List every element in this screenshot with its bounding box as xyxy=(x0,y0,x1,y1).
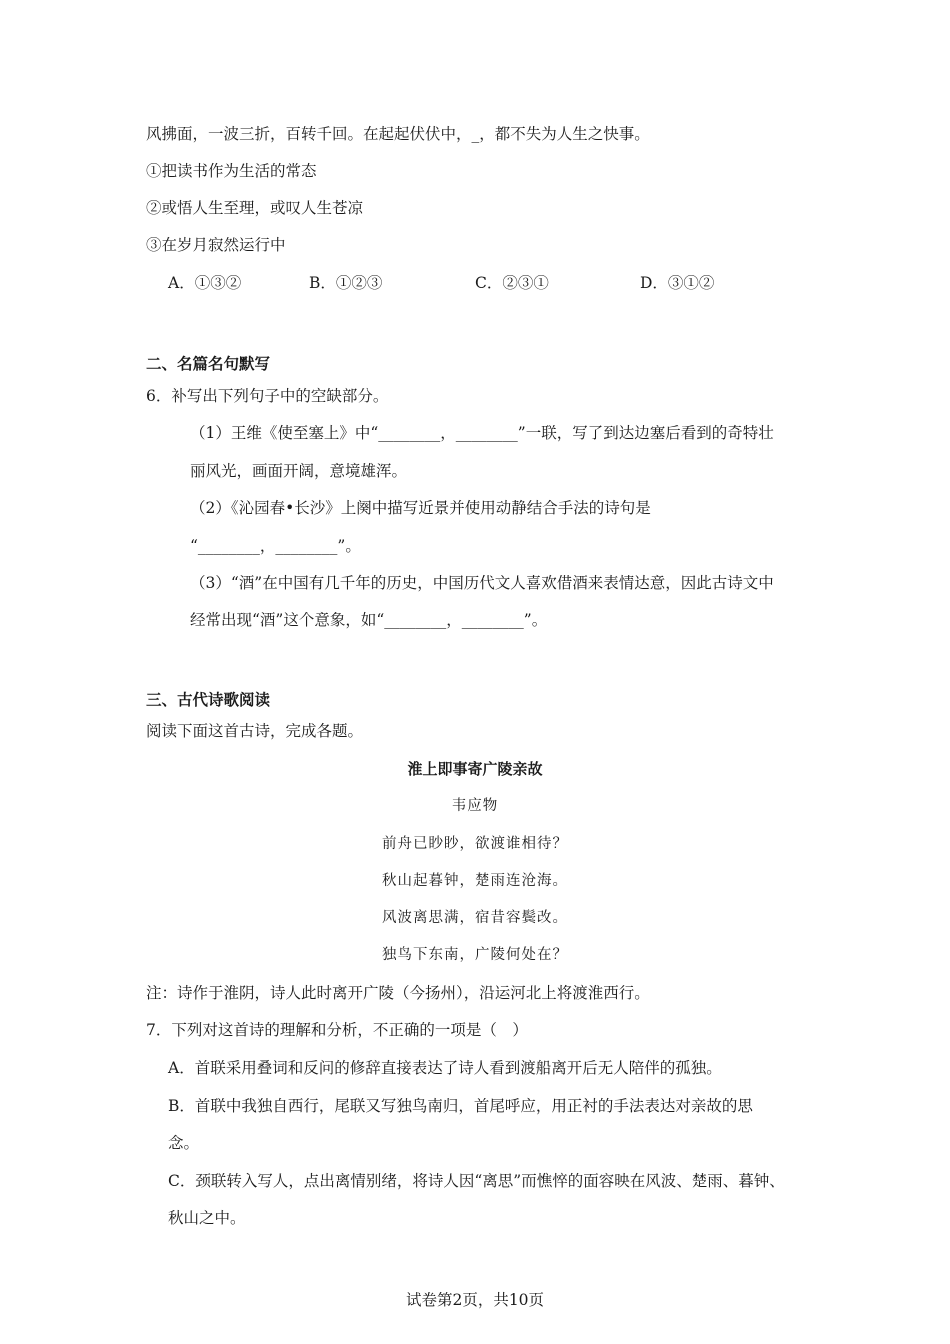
q5-option-d: D．③①② xyxy=(640,274,715,292)
q6-part3-line2: 经常出现“酒”这个意象，如“________，________”。 xyxy=(190,611,548,629)
q6-part1-line2: 丽风光，画面开阔，意境雄浑。 xyxy=(190,462,408,480)
q5-item-2: ②或悟人生至理，或叹人生苍凉 xyxy=(146,199,364,217)
q7-option-c-line2: 秋山之中。 xyxy=(168,1209,246,1227)
q7-option-b-line2: 念。 xyxy=(168,1134,200,1152)
q5-option-a: A．①③② xyxy=(168,274,242,292)
section-3-intro: 阅读下面这首古诗，完成各题。 xyxy=(146,722,364,740)
poem-line-1: 前舟已眇眇，欲渡谁相待？ xyxy=(382,836,568,852)
q5-option-b: B．①②③ xyxy=(309,274,383,292)
poem-line-4: 独鸟下东南，广陵何处在？ xyxy=(382,947,568,963)
poem-note: 注：诗作于淮阴，诗人此时离开广陵（今扬州），沿运河北上将渡淮西行。 xyxy=(146,984,650,1002)
q6-part2-line2: “________，________”。 xyxy=(190,537,361,555)
q5-option-c: C．②③① xyxy=(475,274,549,292)
q5-item-1: ①把读书作为生活的常态 xyxy=(146,162,317,180)
poem-title: 淮上即事寄广陵亲故 xyxy=(407,760,543,778)
q6-stem: 6．补写出下列句子中的空缺部分。 xyxy=(146,387,389,405)
poem-line-2: 秋山起暮钟，楚雨连沧海。 xyxy=(382,873,568,889)
q7-option-a: A．首联采用叠词和反问的修辞直接表达了诗人看到渡船离开后无人陪伴的孤独。 xyxy=(168,1059,722,1077)
section-2-heading: 二、名篇名句默写 xyxy=(146,355,271,373)
q6-part3-line1: （3）“酒”在中国有几千年的历史，中国历代文人喜欢借酒来表情达意，因此古诗文中 xyxy=(190,574,774,592)
q7-stem: 7．下列对这首诗的理解和分析，不正确的一项是（ ） xyxy=(146,1021,528,1039)
q6-part1-line1: （1）王维《使至塞上》中“________，________”一联，写了到达边塞后看到的奇特壮 xyxy=(190,424,774,442)
q5-text-line: 风拂面，一波三折，百转千回。在起起伏伏中，_，都不失为人生之快事。 xyxy=(146,125,650,143)
q6-part2-line1: （2）《沁园春•长沙》上阕中描写近景并使用动静结合手法的诗句是 xyxy=(190,499,651,517)
poem-author: 韦应物 xyxy=(451,798,499,814)
q5-item-3: ③在岁月寂然运行中 xyxy=(146,236,286,254)
poem-line-3: 风波离思满，宿昔容鬓改。 xyxy=(382,910,568,926)
q7-option-c-line1: C．颈联转入写人，点出离情别绪，将诗人因“离思”而憔悴的面容映在风波、楚雨、暮钟、 xyxy=(168,1172,785,1190)
page-footer: 试卷第2页，共10页 xyxy=(405,1291,545,1309)
q7-option-b-line1: B．首联中我独自西行，尾联又写独鸟南归，首尾呼应，用正衬的手法表达对亲故的思 xyxy=(168,1097,753,1115)
section-3-heading: 三、古代诗歌阅读 xyxy=(146,691,271,709)
